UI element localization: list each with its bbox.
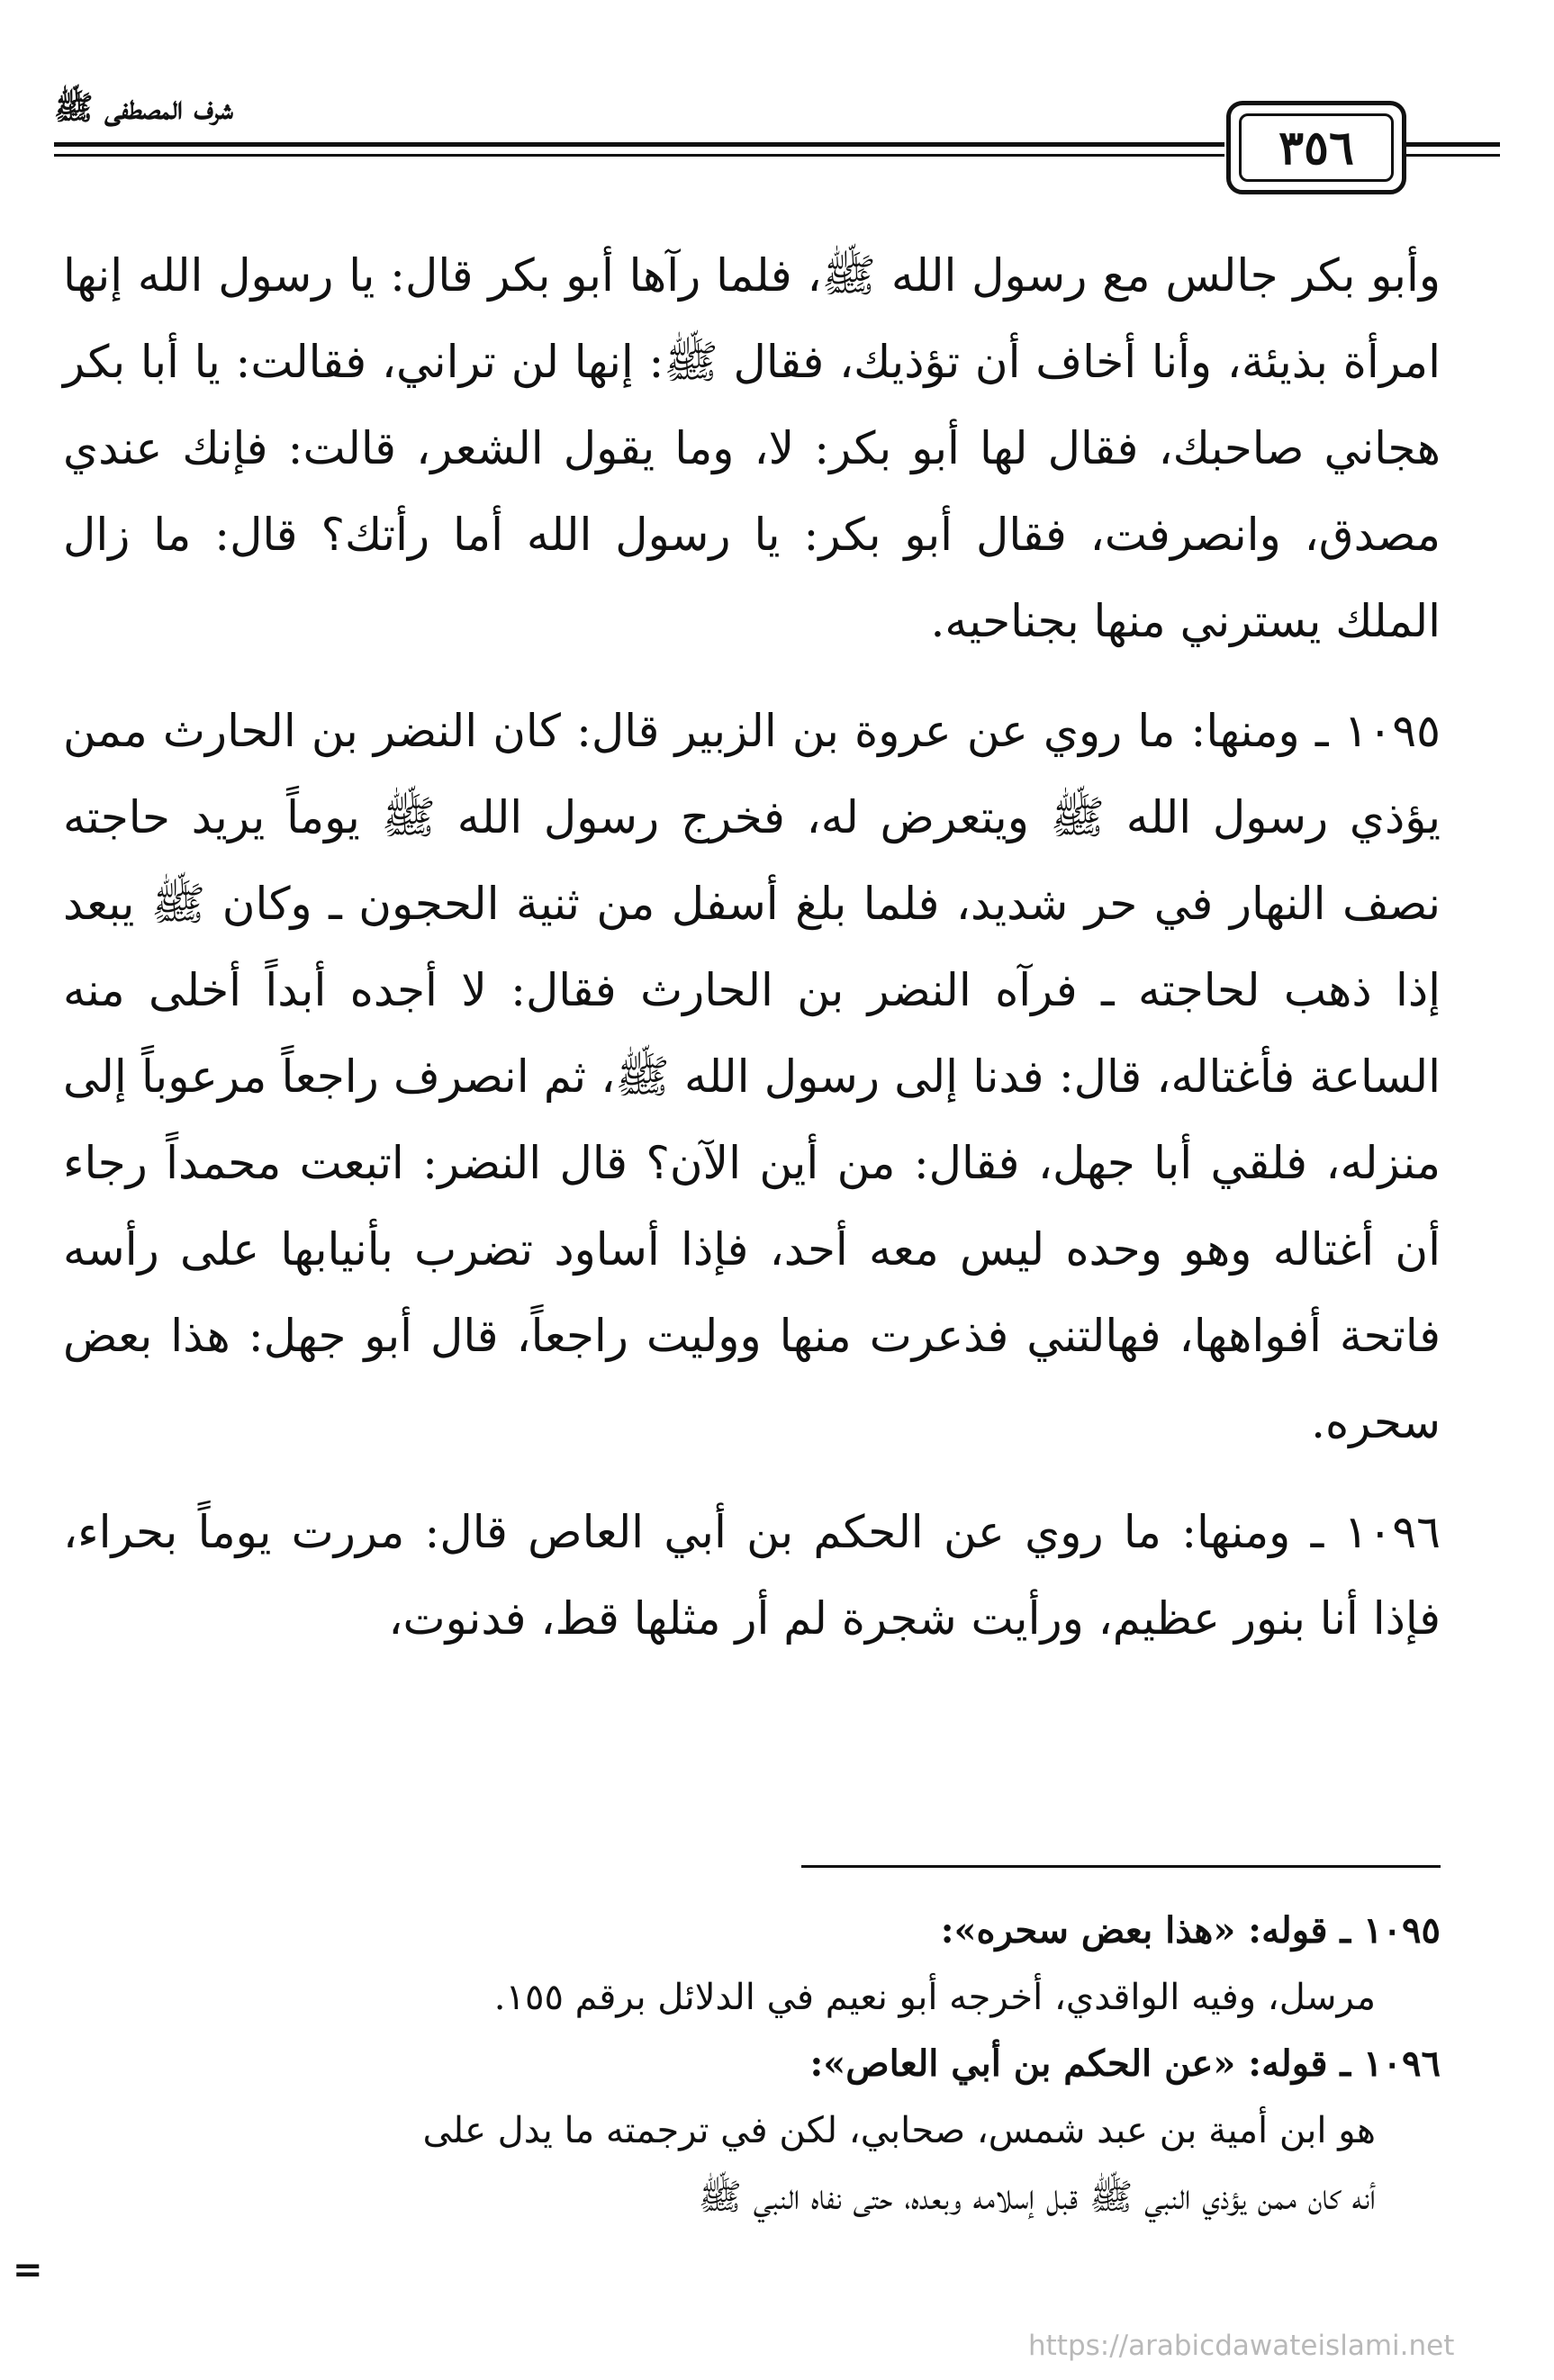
footnote-text-1096-line1: هو ابن أمية بن عبد شمس، صحابي، لكن في ترجمته ما يدل على [422, 2110, 1376, 2151]
text-line: الحجون ـ وكان ﷺ يبعد إذا ذهب لحاجته ـ فرآه النضر بن الحارث [63, 878, 1441, 1016]
text-line: فقال: من أين الآن؟ قال النضر: اتبعت محمداً رجاء أن أغتاله [63, 1137, 1441, 1276]
text-line: يا رسول الله أما رأتك؟ قال: ما زال الملك يسترني منها بجناحيه. [63, 509, 1441, 647]
text-line: يوماً يريد حاجته نصف النهار في حر شديد، فلما بلغ أسفل من ثنية [63, 791, 1441, 930]
text-line: الشعر، قالت: فإنك عندي مصدق، وانصرفت، فقال أبو بكر: [63, 422, 1441, 561]
header-rule-left [54, 142, 1224, 164]
paragraph-1096 [63, 1489, 1441, 1662]
text-line: فقال: لا أجده أبداً أخلى منه الساعة فأغتاله، قال: فدنا إلى [63, 964, 1441, 1103]
main-text [63, 232, 1441, 1662]
text-line: سحره. [1311, 1396, 1441, 1448]
text-line: ١٠٩٦ ـ ومنها: ما روي عن الحكم بن أبي العاص قال: مررت [291, 1506, 1441, 1558]
watermark-url: https://arabicdawateislami.net [1028, 2330, 1455, 2362]
continued-paragraph [63, 232, 1441, 664]
footnote-separator [801, 1865, 1441, 1868]
footnote-heading-1095: ١٠٩٥ ـ قوله: «هذا بعض سحره»: [940, 1909, 1441, 1952]
text-line: الحارث ممن يؤذي رسول الله ﷺ ويتعرض له، فخرج رسول الله ﷺ [63, 705, 1441, 843]
paragraph-1095 [63, 688, 1441, 1465]
text-line: فقالت: يا أبا بكر هجاني صاحبك، فقال لها أبو بكر: لا، وما يقول [63, 336, 1441, 474]
text-line: وهو وحده ليس معه أحد، فإذا أساود تضرب بأنيابها على رأسه فاتحة [63, 1223, 1441, 1362]
text-line: وأبو بكر جالس مع رسول الله ﷺ، فلما رآها أبو بكر قال: يا رسول الله [137, 249, 1441, 302]
page-number: ٣٥٦ [1239, 113, 1394, 182]
text-line: ١٠٩٥ ـ ومنها: ما روي عن عروة بن الزبير قال: كان النضر بن [311, 705, 1441, 757]
header-rule-right [1406, 142, 1500, 164]
footnote-heading-1096: ١٠٩٦ ـ قوله: «عن الحكم بن أبي العاص»: [809, 2042, 1441, 2085]
running-title: شرف المصطفى ﷺ [54, 89, 233, 127]
footnote-continuation-mark: = [13, 2249, 43, 2291]
text-line: يوماً بحراء، فإذا أنا بنور عظيم، ورأيت شجرة لم أر مثلها قط، فدنوت، [63, 1506, 1441, 1645]
text-line: رسول الله ﷺ، ثم انصرف راجعاً مرعوباً إلى منزله، فلقي أبا جهل، [63, 1050, 1441, 1189]
footnote-text-1095: مرسل، وفيه الواقدي، أخرجه أبو نعيم في الدلائل برقم ١٥٥. [493, 1977, 1376, 2018]
footnote-text-1096-line2: أنه كان ممن يؤذي النبي ﷺ قبل إسلامه وبعده، حتى نفاه النبي ﷺ [698, 2177, 1376, 2218]
page-number-frame [1226, 101, 1406, 194]
text-line: إنها امرأة بذيئة، وأنا أخاف أن تؤذيك، فقال ﷺ: إنها لن تراني، [63, 249, 1441, 388]
text-line: أفواهها، فهالتني فذعرت منها ووليت راجعاً، قال أبو جهل: هذا بعض [63, 1310, 1322, 1362]
footnotes [63, 1898, 1441, 2231]
